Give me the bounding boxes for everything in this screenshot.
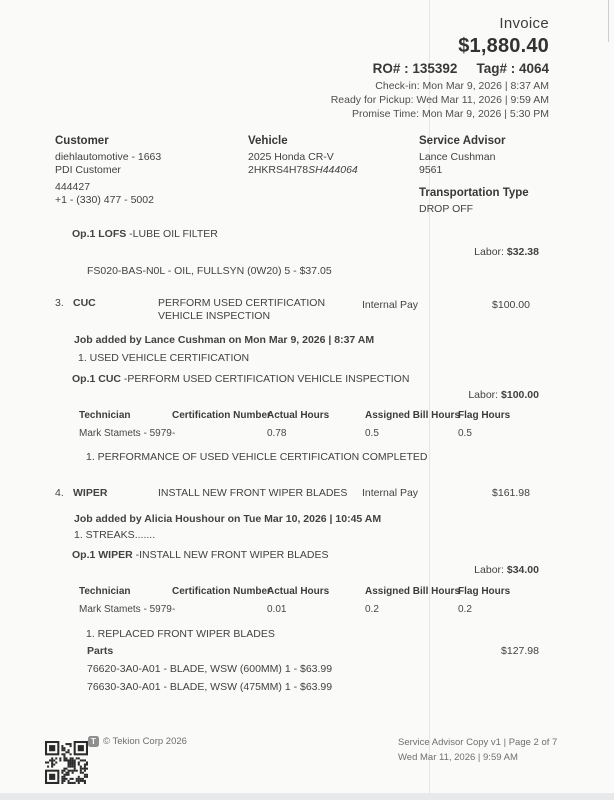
vehicle-block [248,135,413,177]
lofs-op-line [72,228,218,240]
col-actual-hours: Actual Hours [267,410,330,421]
job-cuc-labor-amount: $100.00 [501,389,539,401]
col-flag-hours: Flag Hours [458,586,511,597]
labor-label: Labor: [468,389,502,401]
cell-flag-hours: 0.2 [458,604,472,615]
lofs-op-desc: -LUBE OIL FILTER [126,228,218,240]
job-cuc-code: CUC [73,297,96,309]
customer-number: 444427 [55,181,91,193]
col-technician: Technician [79,410,131,421]
parts-label: Parts [87,645,114,657]
cell-assigned-bill-hours: 0.2 [365,604,379,615]
table-header-row [79,410,539,421]
scan-artifact-bottom-strip [0,793,614,800]
job-cuc-title: PERFORM USED CERTIFICATION VEHICLE INSPECTION [158,297,326,322]
ro-tag-block [331,61,549,121]
copyright-text: © Tekion Corp 2026 [103,736,187,747]
vehicle-model: 2025 Honda CR-V [248,151,334,163]
job-wiper-added-line: Job added by Alicia Houshour on Tue Mar 10, 2026 | 10:45 AM [74,513,382,525]
promise-time-line: Promise Time: Mon Mar 9, 2026 | 5:30 PM [351,107,549,120]
vehicle-vin: 2HKRS4H78SH444064 [248,164,358,176]
cell-actual-hours: 0.78 [267,428,287,439]
cell-certification-number: - [172,604,176,615]
col-flag-hours: Flag Hours [458,410,511,421]
footer-brand [88,736,187,747]
cell-flag-hours: 0.5 [458,428,472,439]
lofs-op-code: Op.1 LOFS [72,228,127,240]
invoice-header [458,15,549,58]
ro-number: RO# : 135392 [372,61,458,76]
col-certification-number: Certification Number [172,410,271,421]
col-assigned-bill-hours: Assigned Bill Hours [365,410,461,421]
customer-block [55,135,240,207]
part-line: 76620-3A0-A01 - BLADE, WSW (600MM) 1 - $63.99 [87,663,333,675]
copy-version-page: Service Advisor Copy v1 | Page 2 of 7 [398,737,558,748]
table-row [79,428,539,439]
job-wiper-number: 4. [55,487,64,499]
invoice-title: Invoice [499,15,549,32]
col-assigned-bill-hours: Assigned Bill Hours [365,586,461,597]
vehicle-title: Vehicle [248,135,288,147]
cell-technician: Mark Stamets - 5979 [79,604,172,615]
tag-number: Tag# : 4064 [476,61,549,76]
job-cuc-op-code: Op.1 CUC [72,373,122,385]
job-cuc-added-line: Job added by Lance Cushman on Mon Mar 9, 2026 | 8:37 AM [74,334,375,346]
customer-name: diehlautomotive - 1663 [55,151,162,163]
cell-technician: Mark Stamets - 5979 [79,428,172,439]
lofs-part-line: FS020-BAS-N0L - OIL, FULLSYN (0W20) 5 - $37.05 [87,265,332,277]
job-wiper-amount: $161.98 [492,487,530,499]
printed-datetime: Wed Mar 11, 2026 | 9:59 AM [398,751,518,763]
transportation-type-title: Transportation Type [419,187,529,199]
invoice-total-amount: $1,880.40 [458,35,549,57]
cell-actual-hours: 0.01 [267,604,287,615]
job-wiper-tech-table [79,586,539,615]
customer-phone: +1 - (330) 477 - 5002 [55,194,154,206]
job-wiper-pay-type: Internal Pay [362,487,419,499]
job-wiper-op-desc: -INSTALL NEW FRONT WIPER BLADES [132,549,329,561]
part-line: 76630-3A0-A01 - BLADE, WSW (475MM) 1 - $63.99 [87,681,333,693]
labor-label: Labor: [474,564,507,576]
ready-for-pickup-line: Ready for Pickup: Wed Mar 11, 2026 | 9:59 AM [330,93,549,106]
service-advisor-block [419,135,579,216]
transportation-type-value: DROP OFF [419,203,474,215]
date-lines [331,80,549,121]
service-advisor-title: Service Advisor [419,135,506,147]
job-cuc-pay-type: Internal Pay [362,299,419,311]
job-wiper-op-line [72,549,329,561]
job-wiper-concern: 1. STREAKS....... [74,529,156,541]
job-cuc-number: 3. [55,297,64,309]
ro-tag-line [331,61,549,76]
checkin-line: Check-in: Mon Mar 9, 2026 | 8:37 AM [375,80,549,92]
table-row [79,604,539,615]
table-header-row [79,586,539,597]
job-cuc-op-desc: -PERFORM USED CERTIFICATION VEHICLE INSPECTION [121,373,410,385]
job-wiper-code: WIPER [73,487,108,499]
job-wiper-labor-line [474,564,539,576]
customer-type: PDI Customer [55,164,121,176]
job-wiper-story: 1. REPLACED FRONT WIPER BLADES [86,628,275,640]
job-cuc-labor-line [468,389,539,401]
parts-total-amount: $127.98 [501,645,539,657]
customer-title: Customer [55,135,109,147]
cell-certification-number: - [172,428,176,439]
tekion-logo-icon: T [88,736,99,747]
service-advisor-name: Lance Cushman [419,151,496,163]
col-certification-number: Certification Number [172,586,271,597]
col-technician: Technician [79,586,131,597]
job-cuc-amount: $100.00 [492,299,530,311]
lofs-labor-amount: $32.38 [506,246,539,258]
footer-page-info [398,736,557,765]
labor-label: Labor: [474,246,507,258]
job-cuc-concern: 1. USED VEHICLE CERTIFICATION [78,352,250,364]
cell-assigned-bill-hours: 0.5 [365,428,379,439]
service-advisor-id: 9561 [419,164,443,176]
lofs-labor-line [474,246,539,258]
job-wiper-op-code: Op.1 WIPER [72,549,133,561]
job-cuc-tech-table [79,410,539,439]
job-wiper-title: INSTALL NEW FRONT WIPER BLADES [158,487,348,499]
scan-artifact-right-edge [608,0,609,42]
col-actual-hours: Actual Hours [267,586,330,597]
job-wiper-labor-amount: $34.00 [506,564,539,576]
qr-code [45,741,88,784]
job-cuc-story: 1. PERFORMANCE OF USED VEHICLE CERTIFICATION COMPLETED [86,451,428,463]
job-cuc-op-line [72,373,409,385]
